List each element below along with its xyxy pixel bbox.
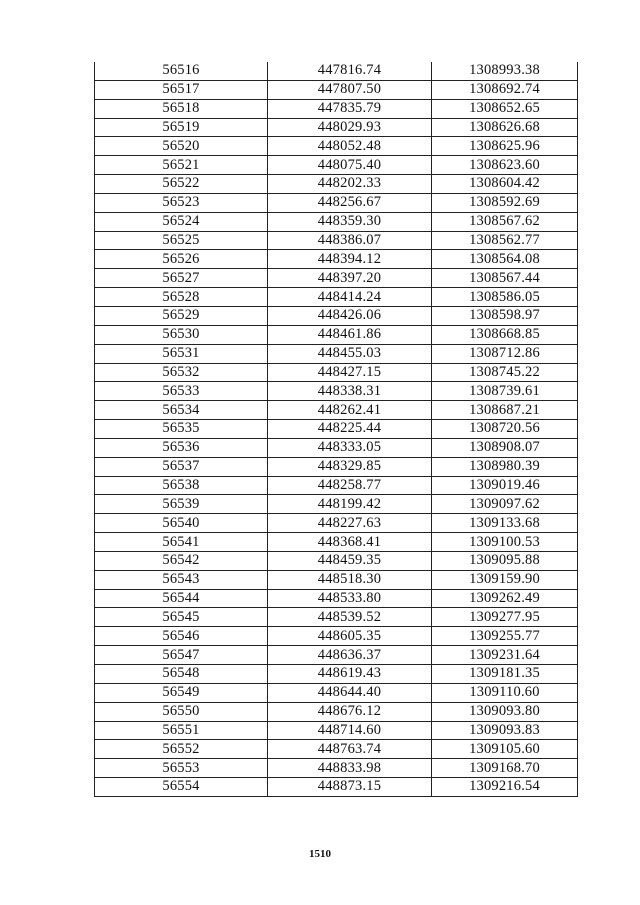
point-id-cell: 56529 <box>95 306 268 325</box>
table-row <box>95 175 578 194</box>
y-coordinate-cell: 1309231.64 <box>432 646 578 665</box>
page-number: 1510 <box>309 848 331 860</box>
table-row <box>95 344 578 363</box>
x-coordinate-cell: 448333.05 <box>268 438 432 457</box>
point-id-cell: 56547 <box>95 646 268 665</box>
table-row <box>95 759 578 778</box>
point-id-cell: 56553 <box>95 759 268 778</box>
coordinates-table <box>94 62 578 797</box>
y-coordinate-cell: 1309097.62 <box>432 495 578 514</box>
y-coordinate-cell: 1308604.42 <box>432 175 578 194</box>
x-coordinate-cell: 448605.35 <box>268 627 432 646</box>
point-id-cell: 56519 <box>95 118 268 137</box>
y-coordinate-cell: 1308562.77 <box>432 231 578 250</box>
y-coordinate-cell: 1309019.46 <box>432 476 578 495</box>
y-coordinate-cell: 1309255.77 <box>432 627 578 646</box>
point-id-cell: 56537 <box>95 457 268 476</box>
x-coordinate-cell: 447807.50 <box>268 80 432 99</box>
point-id-cell: 56535 <box>95 420 268 439</box>
x-coordinate-cell: 448368.41 <box>268 533 432 552</box>
point-id-cell: 56549 <box>95 683 268 702</box>
y-coordinate-cell: 1308980.39 <box>432 457 578 476</box>
table-row <box>95 778 578 797</box>
table-row <box>95 401 578 420</box>
x-coordinate-cell: 448539.52 <box>268 608 432 627</box>
table-row <box>95 514 578 533</box>
point-id-cell: 56530 <box>95 325 268 344</box>
x-coordinate-cell: 447835.79 <box>268 99 432 118</box>
x-coordinate-cell: 448394.12 <box>268 250 432 269</box>
x-coordinate-cell: 448676.12 <box>268 702 432 721</box>
y-coordinate-cell: 1309093.83 <box>432 721 578 740</box>
table-row <box>95 589 578 608</box>
table-row <box>95 62 578 80</box>
x-coordinate-cell: 448258.77 <box>268 476 432 495</box>
y-coordinate-cell: 1308567.44 <box>432 269 578 288</box>
table-row <box>95 420 578 439</box>
x-coordinate-cell: 448644.40 <box>268 683 432 702</box>
point-id-cell: 56520 <box>95 137 268 156</box>
table-row <box>95 137 578 156</box>
table-row <box>95 476 578 495</box>
y-coordinate-cell: 1309105.60 <box>432 740 578 759</box>
point-id-cell: 56538 <box>95 476 268 495</box>
table-row <box>95 250 578 269</box>
y-coordinate-cell: 1309216.54 <box>432 778 578 797</box>
y-coordinate-cell: 1308586.05 <box>432 288 578 307</box>
point-id-cell: 56554 <box>95 778 268 797</box>
table-row <box>95 627 578 646</box>
table-row <box>95 457 578 476</box>
x-coordinate-cell: 448029.93 <box>268 118 432 137</box>
y-coordinate-cell: 1308745.22 <box>432 363 578 382</box>
point-id-cell: 56528 <box>95 288 268 307</box>
y-coordinate-cell: 1308720.56 <box>432 420 578 439</box>
point-id-cell: 56518 <box>95 99 268 118</box>
point-id-cell: 56527 <box>95 269 268 288</box>
point-id-cell: 56546 <box>95 627 268 646</box>
x-coordinate-cell: 448414.24 <box>268 288 432 307</box>
x-coordinate-cell: 448225.44 <box>268 420 432 439</box>
table-row <box>95 288 578 307</box>
y-coordinate-cell: 1309277.95 <box>432 608 578 627</box>
point-id-cell: 56523 <box>95 193 268 212</box>
x-coordinate-cell: 448833.98 <box>268 759 432 778</box>
table-row <box>95 269 578 288</box>
y-coordinate-cell: 1308592.69 <box>432 193 578 212</box>
table-row <box>95 306 578 325</box>
x-coordinate-cell: 448256.67 <box>268 193 432 212</box>
y-coordinate-cell: 1308567.62 <box>432 212 578 231</box>
point-id-cell: 56544 <box>95 589 268 608</box>
table-row <box>95 495 578 514</box>
x-coordinate-cell: 448329.85 <box>268 457 432 476</box>
point-id-cell: 56539 <box>95 495 268 514</box>
point-id-cell: 56521 <box>95 156 268 175</box>
x-coordinate-cell: 448075.40 <box>268 156 432 175</box>
x-coordinate-cell: 448518.30 <box>268 570 432 589</box>
table-row <box>95 665 578 684</box>
table-row <box>95 608 578 627</box>
x-coordinate-cell: 448227.63 <box>268 514 432 533</box>
x-coordinate-cell: 448359.30 <box>268 212 432 231</box>
point-id-cell: 56552 <box>95 740 268 759</box>
table-row <box>95 231 578 250</box>
y-coordinate-cell: 1308652.65 <box>432 99 578 118</box>
table-row <box>95 156 578 175</box>
point-id-cell: 56543 <box>95 570 268 589</box>
x-coordinate-cell: 448199.42 <box>268 495 432 514</box>
table-row <box>95 721 578 740</box>
point-id-cell: 56550 <box>95 702 268 721</box>
y-coordinate-cell: 1308668.85 <box>432 325 578 344</box>
table-row <box>95 438 578 457</box>
y-coordinate-cell: 1308564.08 <box>432 250 578 269</box>
x-coordinate-cell: 448461.86 <box>268 325 432 344</box>
point-id-cell: 56551 <box>95 721 268 740</box>
table-row <box>95 551 578 570</box>
y-coordinate-cell: 1309133.68 <box>432 514 578 533</box>
x-coordinate-cell: 448533.80 <box>268 589 432 608</box>
point-id-cell: 56531 <box>95 344 268 363</box>
point-id-cell: 56540 <box>95 514 268 533</box>
point-id-cell: 56517 <box>95 80 268 99</box>
point-id-cell: 56526 <box>95 250 268 269</box>
point-id-cell: 56533 <box>95 382 268 401</box>
table-row <box>95 193 578 212</box>
point-id-cell: 56541 <box>95 533 268 552</box>
y-coordinate-cell: 1308687.21 <box>432 401 578 420</box>
point-id-cell: 56525 <box>95 231 268 250</box>
point-id-cell: 56522 <box>95 175 268 194</box>
y-coordinate-cell: 1309159.90 <box>432 570 578 589</box>
x-coordinate-cell: 447816.74 <box>268 62 432 80</box>
y-coordinate-cell: 1308623.60 <box>432 156 578 175</box>
y-coordinate-cell: 1308625.96 <box>432 137 578 156</box>
point-id-cell: 56524 <box>95 212 268 231</box>
table-row <box>95 533 578 552</box>
y-coordinate-cell: 1309095.88 <box>432 551 578 570</box>
table-row <box>95 382 578 401</box>
x-coordinate-cell: 448427.15 <box>268 363 432 382</box>
x-coordinate-cell: 448262.41 <box>268 401 432 420</box>
point-id-cell: 56542 <box>95 551 268 570</box>
table-row <box>95 80 578 99</box>
table-row <box>95 683 578 702</box>
x-coordinate-cell: 448426.06 <box>268 306 432 325</box>
x-coordinate-cell: 448338.31 <box>268 382 432 401</box>
point-id-cell: 56534 <box>95 401 268 420</box>
x-coordinate-cell: 448873.15 <box>268 778 432 797</box>
x-coordinate-cell: 448202.33 <box>268 175 432 194</box>
x-coordinate-cell: 448386.07 <box>268 231 432 250</box>
table-row <box>95 212 578 231</box>
y-coordinate-cell: 1309262.49 <box>432 589 578 608</box>
x-coordinate-cell: 448397.20 <box>268 269 432 288</box>
y-coordinate-cell: 1308598.97 <box>432 306 578 325</box>
y-coordinate-cell: 1309168.70 <box>432 759 578 778</box>
point-id-cell: 56516 <box>95 62 268 80</box>
y-coordinate-cell: 1309100.53 <box>432 533 578 552</box>
table-row <box>95 363 578 382</box>
point-id-cell: 56532 <box>95 363 268 382</box>
point-id-cell: 56536 <box>95 438 268 457</box>
x-coordinate-cell: 448619.43 <box>268 665 432 684</box>
table-row <box>95 118 578 137</box>
x-coordinate-cell: 448763.74 <box>268 740 432 759</box>
y-coordinate-cell: 1308692.74 <box>432 80 578 99</box>
y-coordinate-cell: 1308993.38 <box>432 62 578 80</box>
coordinates-table-body <box>95 62 578 796</box>
table-row <box>95 325 578 344</box>
y-coordinate-cell: 1308712.86 <box>432 344 578 363</box>
x-coordinate-cell: 448636.37 <box>268 646 432 665</box>
y-coordinate-cell: 1309181.35 <box>432 665 578 684</box>
x-coordinate-cell: 448714.60 <box>268 721 432 740</box>
x-coordinate-cell: 448459.35 <box>268 551 432 570</box>
x-coordinate-cell: 448052.48 <box>268 137 432 156</box>
y-coordinate-cell: 1308739.61 <box>432 382 578 401</box>
table-row <box>95 570 578 589</box>
y-coordinate-cell: 1309110.60 <box>432 683 578 702</box>
point-id-cell: 56548 <box>95 665 268 684</box>
point-id-cell: 56545 <box>95 608 268 627</box>
y-coordinate-cell: 1309093.80 <box>432 702 578 721</box>
x-coordinate-cell: 448455.03 <box>268 344 432 363</box>
table-row <box>95 702 578 721</box>
y-coordinate-cell: 1308908.07 <box>432 438 578 457</box>
table-row <box>95 646 578 665</box>
table-row <box>95 740 578 759</box>
y-coordinate-cell: 1308626.68 <box>432 118 578 137</box>
table-row <box>95 99 578 118</box>
